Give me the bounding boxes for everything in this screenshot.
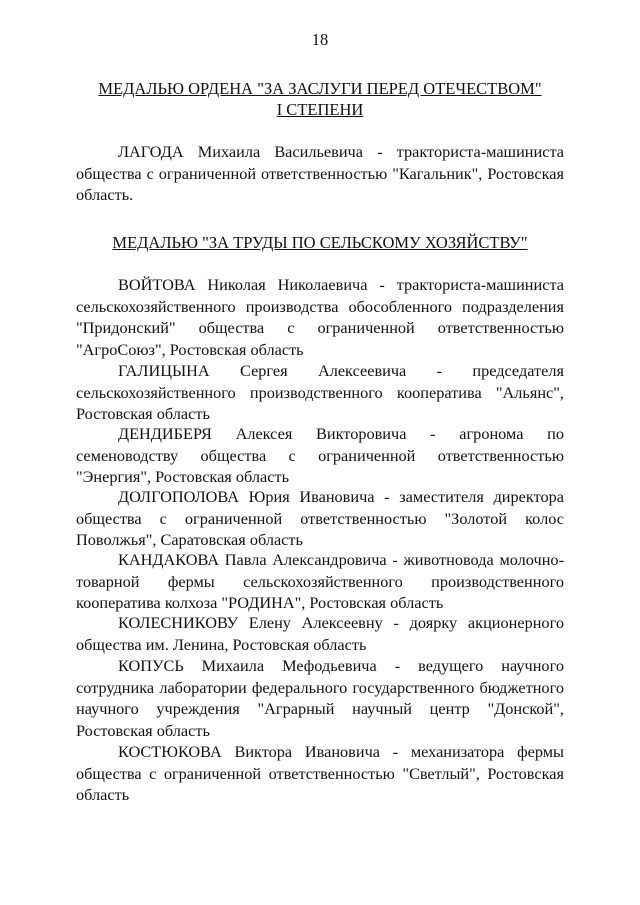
award-entry: ДОЛГОПОЛОВА Юрия Ивановича - заместителя директора общества с ограниченной ответственностью "Золотой колос Поволжья", Саратовская область <box>76 487 564 550</box>
award-entry: КОПУСЬ Михаила Мефодьевича - ведущего научного сотрудника лаборатории федерального государственного бюджетного научного учреждения "Аграрный научный центр "Донской", Ростовская область <box>76 656 564 740</box>
award-entry: КОЛЕСНИКОВУ Елену Алексеевну - доярку акционерного общества им. Ленина, Ростовская область <box>76 613 564 654</box>
section-heading-order-medal <box>0 78 640 120</box>
award-entry: ГАЛИЦЫНА Сергея Алексеевича - председателя сельскохозяйственного производственного кооператива "Альянс", Ростовская область <box>76 361 564 424</box>
section-heading-agriculture-medal <box>0 232 640 253</box>
page-number: 18 <box>311 30 329 49</box>
heading-line: МЕДАЛЬЮ "ЗА ТРУДЫ ПО СЕЛЬСКОМУ ХОЗЯЙСТВУ" <box>112 233 528 252</box>
award-entry: КОСТЮКОВА Виктора Ивановича - механизатора фермы общества с ограниченной ответственностью "Светлый", Ростовская область <box>76 742 564 805</box>
heading-line: I СТЕПЕНИ <box>276 100 364 119</box>
award-entry: ВОЙТОВА Николая Николаевича - тракториста-машиниста сельскохозяйственного производства обособленного подразделения "Придонский" общества с ограниченной ответственностью "АгроСоюз", Ростовская область <box>76 275 564 359</box>
award-entry: ДЕНДИБЕРЯ Алексея Викторовича - агронома по семеноводству общества с ограниченной ответственностью "Энергия", Ростовская область <box>76 424 564 487</box>
award-entry: КАНДАКОВА Павла Александровича - животновода молочно-товарной фермы сельскохозяйственного производственного кооператива колхоза "РОДИНА", Ростовская область <box>76 550 564 613</box>
heading-line: МЕДАЛЬЮ ОРДЕНА "ЗА ЗАСЛУГИ ПЕРЕД ОТЕЧЕСТВОМ" <box>98 79 542 98</box>
award-entry: ЛАГОДА Михаила Васильевича - тракториста-машиниста общества с ограниченной ответственностью "Кагальник", Ростовская область. <box>76 142 564 205</box>
